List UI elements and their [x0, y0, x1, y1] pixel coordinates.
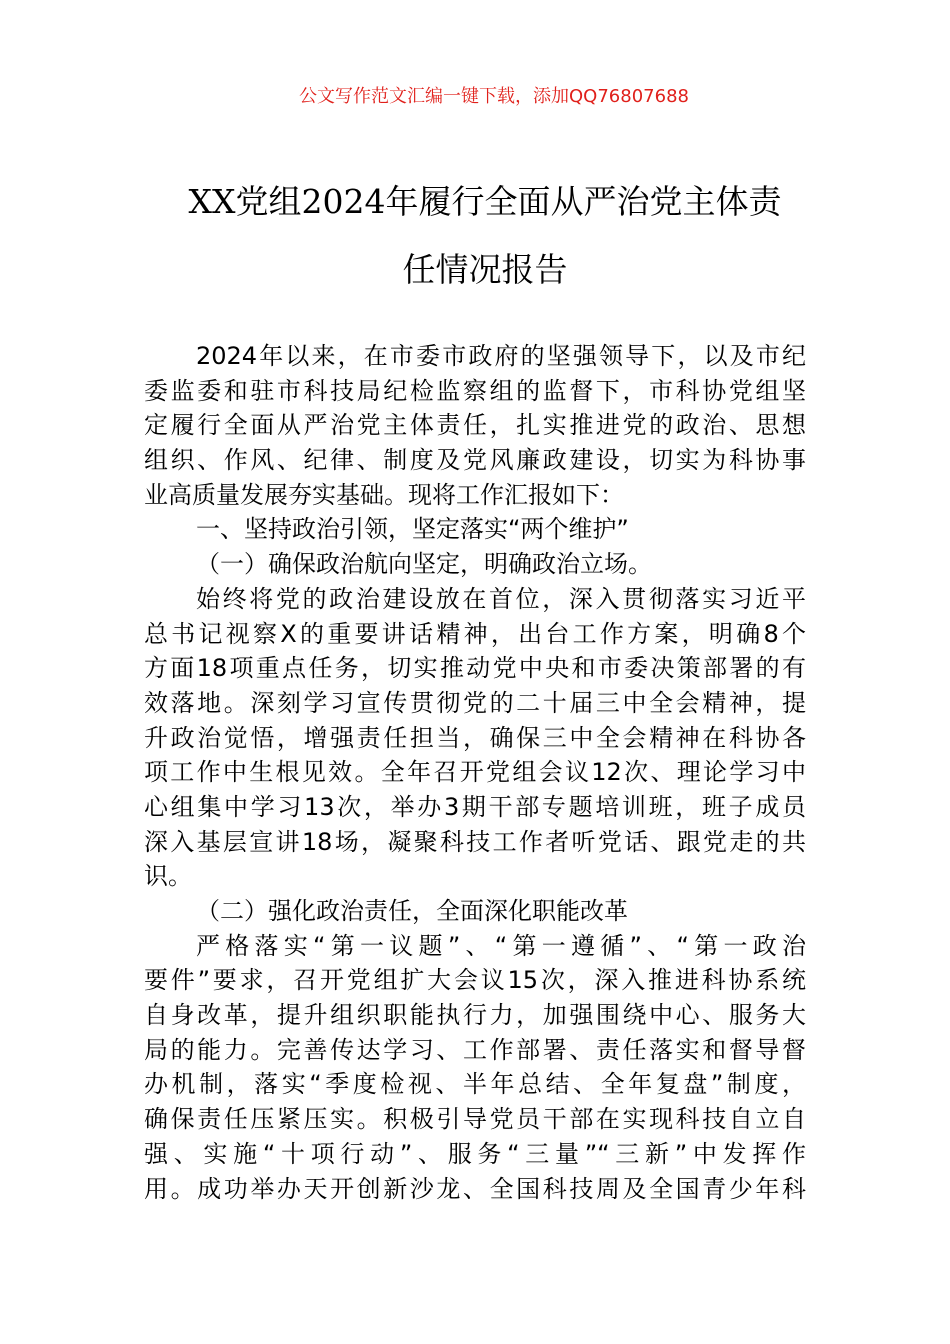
document-body [144, 339, 806, 1206]
body-text-line: 业高质量发展夯实基础。现将工作汇报如下： [144, 480, 624, 509]
body-text-line: 识。 [144, 862, 192, 891]
body-text-line: 强、实施“十项行动”、服务“三量”“三新”中发挥作 [144, 1139, 806, 1168]
body-text-line: （二）强化政治责任，全面深化职能改革 [196, 897, 628, 925]
body-text-line: 委监委和驻市科技局纪检监察组的监督下，市科协党组坚 [144, 376, 806, 405]
body-text-line: 效落地。深刻学习宣传贯彻党的二十届三中全会精神，提 [144, 688, 806, 717]
body-text-line: 2024年以来，在市委市政府的坚强领导下，以及市纪 [196, 342, 806, 370]
body-text-line: 深入基层宣讲18场，凝聚科技工作者听党话、跟党走的共 [144, 827, 806, 856]
document-title-line-1: XX党组2024年履行全面从严治党主体责 [188, 182, 782, 221]
body-text-line: 项工作中生根见效。全年召开党组会议12次、理论学习中 [144, 758, 806, 787]
body-text-line: 升政治觉悟，增强责任担当，确保三中全会精神在科协各 [144, 723, 806, 752]
body-text-line: 确保责任压紧压实。积极引导党员干部在实现科技自立自 [144, 1105, 806, 1134]
body-text-line: 始终将党的政治建设放在首位，深入贯彻落实习近平 [196, 584, 806, 613]
body-text-line: 要件”要求，召开党组扩大会议15次，深入推进科协系统 [144, 966, 806, 995]
body-text-line: 一、坚持政治引领，坚定落实“两个维护” [196, 515, 629, 544]
body-text-line: 组织、作风、纪律、制度及党风廉政建设，切实为科协事 [144, 446, 806, 475]
body-text-line: 定履行全面从严治党主体责任，扎实推进党的政治、思想 [144, 411, 806, 440]
watermark-header: 公文写作范文汇编一键下载，添加QQ76807688 [299, 86, 689, 107]
body-text-line: 严格落实“第一议题”、“第一遵循”、“第一政治 [196, 931, 806, 960]
body-text-line: 自身改革，提升组织职能执行力，加强围绕中心、服务大 [144, 1001, 806, 1030]
body-text-line: 方面18项重点任务，切实推动党中央和市委决策部署的有 [144, 654, 806, 683]
body-text-line: 心组集中学习13次，举办3期干部专题培训班，班子成员 [144, 792, 806, 821]
body-text-line: 局的能力。完善传达学习、工作部署、责任落实和督导督 [144, 1035, 806, 1064]
body-text-line: 总书记视察X的重要讲话精神，出台工作方案，明确8个 [144, 619, 806, 648]
document-title-line-2: 任情况报告 [402, 250, 568, 289]
body-text-line: （一）确保政治航向坚定，明确政治立场。 [196, 550, 652, 579]
body-text-line: 办机制，落实“季度检视、半年总结、全年复盘”制度， [144, 1070, 806, 1099]
body-text-line: 用。成功举办天开创新沙龙、全国科技周及全国青少年科 [144, 1174, 806, 1203]
